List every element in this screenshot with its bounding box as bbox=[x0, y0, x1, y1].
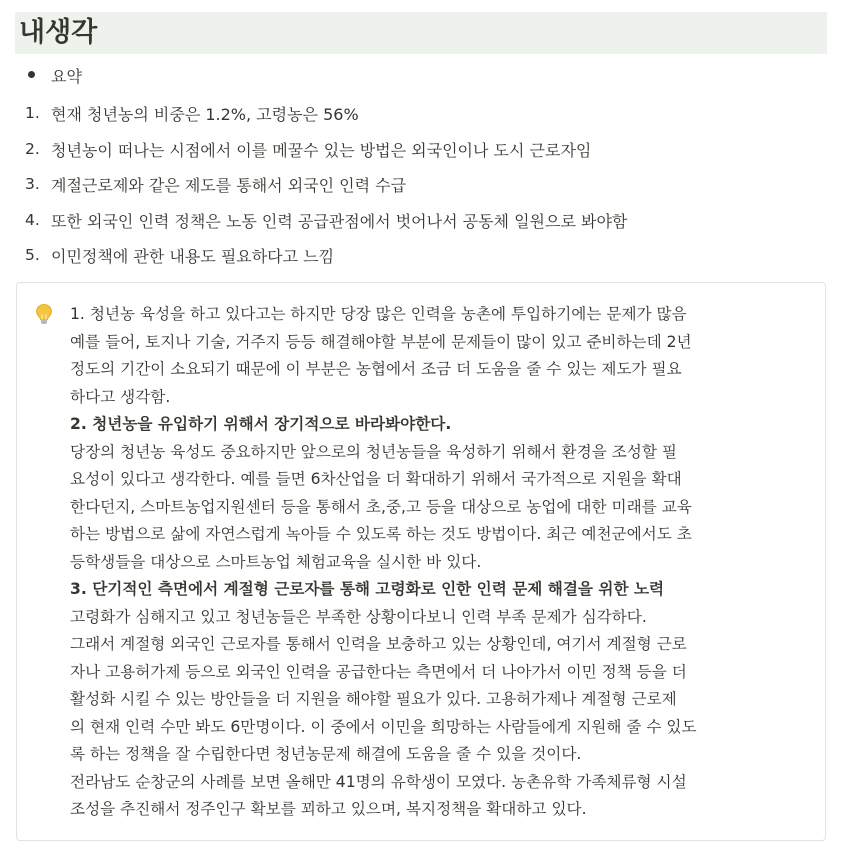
callout-subheading: 2. 청년농을 유입하기 위해서 장기적으로 바라봐야한다. bbox=[70, 415, 452, 433]
callout-line: 예를 들어, 토지나 기술, 거주지 등등 해결해야할 부분에 문제들이 많이 있고 준비하는데 2년 bbox=[70, 332, 692, 351]
callout-line: 한다던지, 스마트농업지원센터 등을 통해서 초,중,고 등을 대상으로 농업에 대한 미래를 교육 bbox=[70, 497, 692, 516]
bullet-label: 요약 bbox=[51, 66, 82, 86]
item-number: 4. bbox=[25, 211, 40, 229]
item-text: 계절근로제와 같은 제도를 통해서 외국인 인력 수급 bbox=[51, 175, 407, 195]
callout-line: 조성을 추진해서 정주인구 확보를 꾀하고 있으며, 복지정책을 확대하고 있다. bbox=[70, 800, 587, 818]
item-number: 1. bbox=[25, 104, 40, 122]
item-text: 현재 청년농의 비중은 1.2%, 고령농은 56% bbox=[51, 104, 359, 124]
callout-line: 정도의 기간이 소요되기 때문에 이 부분은 농협에서 조금 더 도움을 줄 수 있는 제도가 필요 bbox=[70, 360, 682, 378]
item-number: 5. bbox=[25, 246, 40, 264]
callout-line: 고령화가 심해지고 있고 청년농들은 부족한 상황이다보니 인력 부족 문제가 심각하다. bbox=[70, 607, 647, 626]
page-heading-block bbox=[15, 12, 827, 54]
callout-line: 활성화 시킬 수 있는 방안들을 더 지원을 해야할 필요가 있다. 고용허가제나 계절형 근로제 bbox=[70, 690, 677, 708]
callout-line: 당장의 청년농 육성도 중요하지만 앞으로의 청년농들을 육성하기 위해서 환경을 조성할 필 bbox=[70, 442, 677, 461]
callout-subheading: 3. 단기적인 측면에서 계절형 근로자를 통해 고령화로 인한 인력 문제 해결을 위한 노력 bbox=[70, 580, 665, 598]
lightbulb-icon bbox=[35, 303, 53, 325]
callout-line: 1. 청년농 육성을 하고 있다고는 하지만 당장 많은 인력을 농촌에 투입하기에는 문제가 많음 bbox=[70, 305, 687, 323]
item-number: 2. bbox=[25, 140, 40, 158]
callout-line: 자나 고용허가제 등으로 외국인 인력을 공급한다는 측면에서 더 나아가서 이민 정책 등을 더 bbox=[70, 662, 687, 681]
callout-line: 하는 방법으로 삶에 자연스럽게 녹아들 수 있도록 하는 것도 방법이다. 최근 예천군에서도 초 bbox=[70, 525, 692, 543]
callout-box bbox=[16, 282, 826, 841]
item-text: 이민정책에 관한 내용도 필요하다고 느낌 bbox=[51, 246, 335, 266]
page-heading: 내생각 bbox=[19, 17, 98, 48]
callout-line: 록 하는 정책을 잘 수립한다면 청년농문제 해결에 도움을 줄 수 있을 것이다. bbox=[70, 745, 582, 763]
callout-line: 전라남도 순창군의 사례를 보면 올해만 41명의 유학생이 모였다. 농촌유학 가족체류형 시설 bbox=[70, 772, 687, 791]
callout-line: 의 현재 인력 수만 봐도 6만명이다. 이 중에서 이민을 희망하는 사람들에게 지원해 줄 수 있도 bbox=[70, 717, 697, 736]
callout-line: 그래서 계절형 외국인 근로자를 통해서 인력을 보충하고 있는 상황인데, 여기서 계절형 근로 bbox=[70, 635, 687, 653]
callout-line: 요성이 있다고 생각한다. 예를 들면 6차산업을 더 확대하기 위해서 국가적으로 지원을 확대 bbox=[70, 470, 682, 488]
callout-line: 하다고 생각함. bbox=[70, 387, 171, 406]
callout-text bbox=[70, 301, 806, 824]
callout-line: 등학생들을 대상으로 스마트농업 체험교육을 실시한 바 있다. bbox=[70, 552, 482, 571]
item-text: 청년농이 떠나는 시점에서 이를 메꿀수 있는 방법은 외국인이나 도시 근로자임 bbox=[51, 140, 592, 160]
item-text: 또한 외국인 인력 정책은 노동 인력 공급관점에서 벗어나서 공동체 일원으로 봐야함 bbox=[51, 211, 628, 231]
bullet-dot-icon bbox=[28, 71, 35, 78]
item-number: 3. bbox=[25, 175, 40, 193]
